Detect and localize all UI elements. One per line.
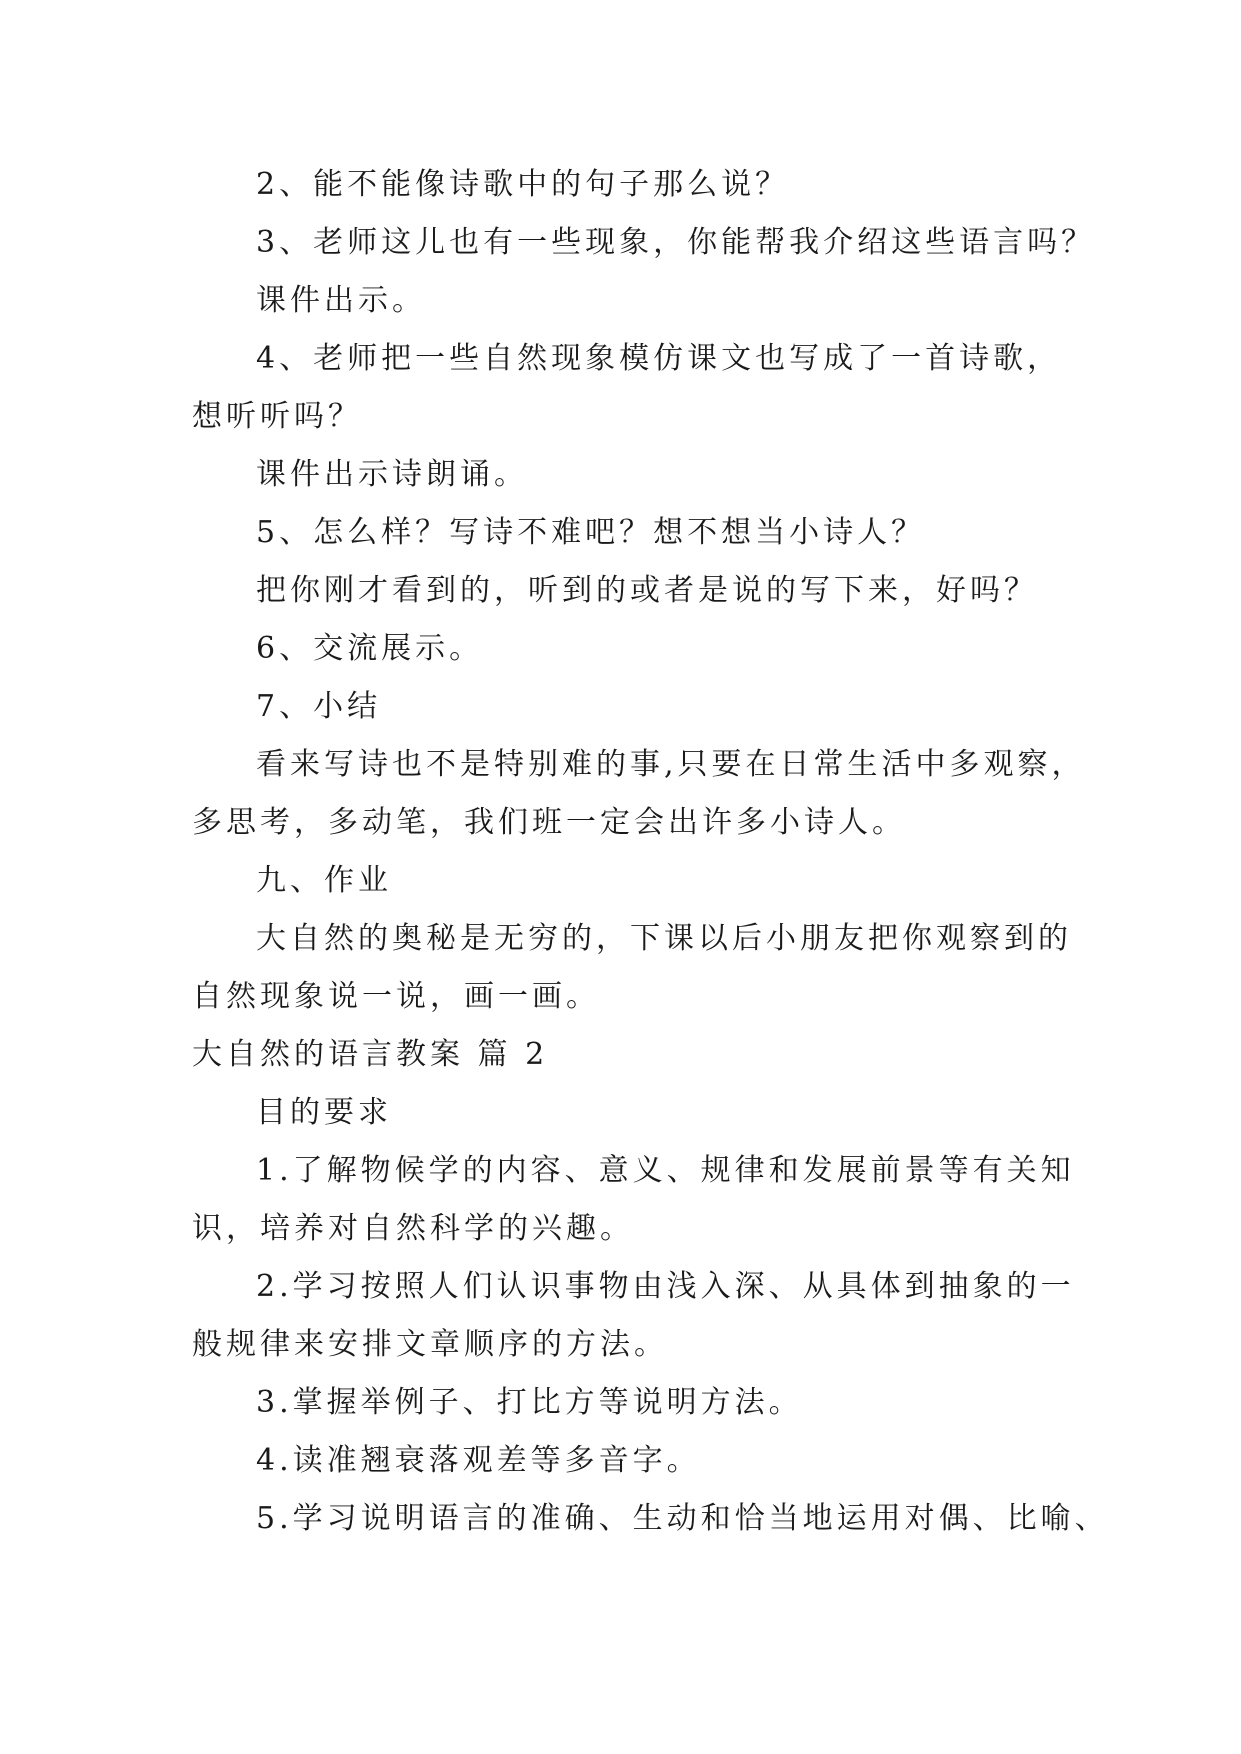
body-line: 把你刚才看到的，听到的或者是说的写下来，好吗？ [256,573,1038,608]
list-item: 3.掌握举例子、打比方等说明方法。 [256,1385,803,1420]
list-item: 2.学习按照人们认识事物由浅入深、从具体到抽象的一 [256,1269,1075,1304]
body-line: 课件出示诗朗诵。 [256,457,528,492]
body-line: 课件出示。 [256,283,426,318]
body-line: 想听听吗？ [192,399,362,434]
body-line: 3、老师这儿也有一些现象，你能帮我介绍这些语言吗？ [256,225,1096,260]
list-item: 1.了解物候学的内容、意义、规律和发展前景等有关知 [256,1153,1075,1188]
body-line: 多思考，多动笔，我们班一定会出许多小诗人。 [192,805,906,840]
body-line: 般规律来安排文章顺序的方法。 [192,1327,668,1362]
body-line: 识，培养对自然科学的兴趣。 [192,1211,634,1246]
body-line: 4、老师把一些自然现象模仿课文也写成了一首诗歌， [256,341,1062,376]
body-line: 2、能不能像诗歌中的句子那么说？ [256,167,790,202]
section-heading: 目的要求 [256,1095,392,1130]
body-line: 5、怎么样？写诗不难吧？想不想当小诗人？ [256,515,926,550]
body-line: 6、交流展示。 [256,631,484,666]
list-item: 4.读准翘衰落观差等多音字。 [256,1443,701,1478]
body-line: 大自然的奥秘是无穷的，下课以后小朋友把你观察到的 [256,921,1072,956]
section-title: 大自然的语言教案 篇 2 [192,1037,549,1072]
section-heading: 九、作业 [256,863,392,898]
body-line: 7、小结 [256,689,382,724]
body-line: 自然现象说一说，画一画。 [192,979,600,1014]
body-line: 看来写诗也不是特别难的事,只要在日常生活中多观察， [256,747,1086,782]
list-item: 5.学习说明语言的准确、生动和恰当地运用对偶、比喻、 [256,1501,1109,1536]
